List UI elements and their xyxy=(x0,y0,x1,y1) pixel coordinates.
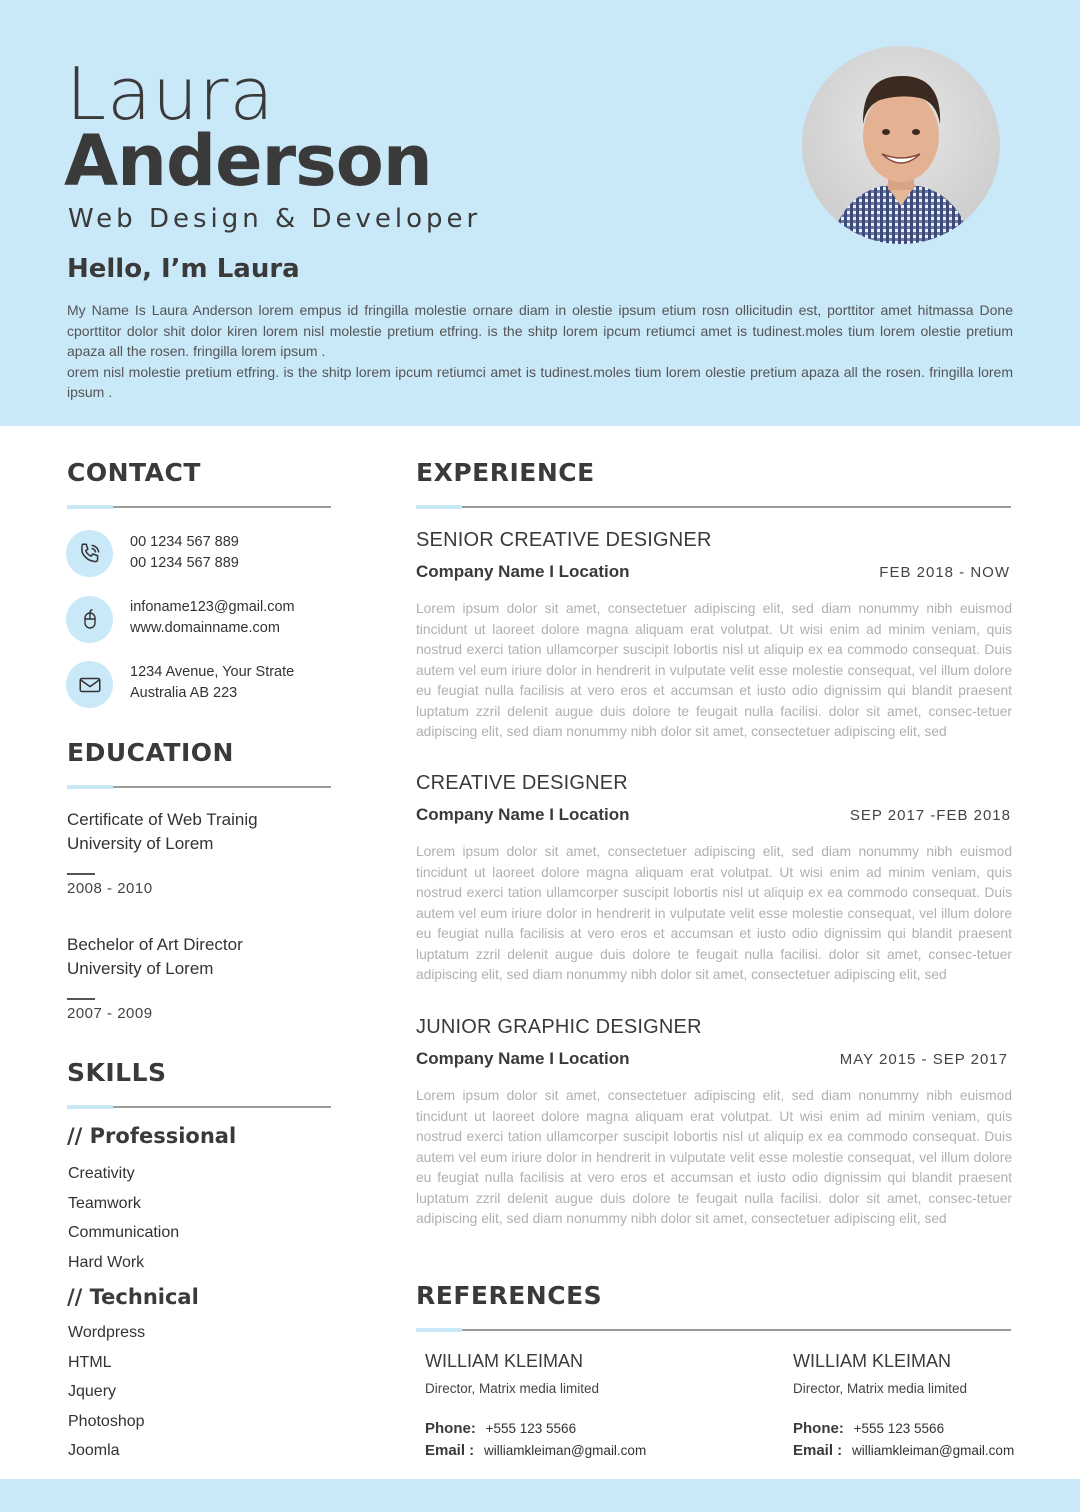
job-company: Company Name I Location xyxy=(416,805,630,824)
contact-address xyxy=(130,662,294,704)
reference-phone-value[interactable]: +555 123 5566 xyxy=(853,1421,945,1436)
reference-phone-value[interactable]: +555 123 5566 xyxy=(485,1421,577,1436)
reference-role: Director, Matrix media limited xyxy=(793,1381,968,1396)
job-company: Company Name I Location xyxy=(416,562,630,581)
education-years: 2008 - 2010 xyxy=(67,880,153,897)
education-dash xyxy=(67,873,95,875)
first-name: Laura xyxy=(66,52,275,136)
reference-email xyxy=(425,1442,646,1459)
experience-rule-accent xyxy=(416,505,462,509)
education-school: University of Lorem xyxy=(67,834,214,853)
education-degree: Bechelor of Art Director xyxy=(67,935,243,954)
phone-label: Phone: xyxy=(793,1420,844,1437)
phone-2[interactable]: 00 1234 567 889 xyxy=(130,555,239,571)
intro-paragraph-2: orem nisl molestie pretium etfring. is the shitp lorem ipcum retiumci amet is tudinest.moles tium lorem olestie pretium apaza all the rosen. fringilla lorem ipsum . xyxy=(67,363,1013,400)
reference-name: WILLIAM KLEIMAN xyxy=(425,1351,584,1371)
education-title: EDUCATION xyxy=(67,738,234,767)
contact-rule-accent xyxy=(67,505,113,509)
list-item: Wordpress xyxy=(68,1324,146,1341)
profile-photo xyxy=(802,46,1000,244)
references-title: REFERENCES xyxy=(416,1281,603,1310)
list-item: Teamwork xyxy=(68,1194,141,1212)
intro-paragraph-1: My Name Is Laura Anderson lorem empus id fringilla molestie ornare diam in olestie ipsum etium rosn ollicitudin est, porttitor amet hitmassa Done cporttitor dolor shit dolor kiren lorem nisl molestie pretium etfring. is the shitp lorem ipcum retiumci amet is tudinest.moles tium lorem olestie pretium apaza all the rosen. fringilla lorem ipsum . xyxy=(67,302,1013,359)
job-description: Lorem ipsum dolor sit amet, consectetuer adipiscing elit, sed diam nonummy nibh euismod tincidunt ut laoreet dolore magna aliquam erat volutpat. Ut wisi enim ad minim veniam, quis nostrud exerci tation ullamcorper suscipit lobortis nisl ut aliquip ex ea commodo consequat. Duis autem vel eum iriure dolor in hendrerit in vulputate velit esse molestie consequat, vel illum dolore eu feugiat nulla facilisis at vero eros et accumsan et iusto odio dignissim qui blandit praesent luptatum zzril delenit augue duis dolore te feugait nulla facilisi. dolor sit amet, consec-tetuer adipiscing elit, sed diam nonummy nibh dolor sit amet, consectetuer adipiscing elit, sed xyxy=(416,1088,1012,1226)
professional-skills-list xyxy=(68,1159,179,1277)
intro-text xyxy=(67,300,1013,403)
phone-icon xyxy=(66,530,113,577)
education-degree: Certificate of Web Trainig xyxy=(67,810,258,829)
education-years: 2007 - 2009 xyxy=(67,1005,153,1022)
portrait-illustration xyxy=(802,46,1000,244)
job-role: Web Design & Developer xyxy=(68,204,482,234)
contact-title: CONTACT xyxy=(67,458,201,487)
list-item: Creativity xyxy=(68,1165,135,1182)
technical-skills-heading: // Technical xyxy=(67,1285,199,1309)
reference-email-value[interactable]: williamkleiman@gmail.com xyxy=(851,1443,1015,1458)
list-item: Jquery xyxy=(68,1383,117,1400)
reference-name: WILLIAM KLEIMAN xyxy=(793,1351,952,1371)
phone-label: Phone: xyxy=(425,1420,476,1437)
address-line-1: 1234 Avenue, Your Strate xyxy=(130,664,295,680)
email-label: Email : xyxy=(793,1442,843,1459)
address-line-2: Australia AB 223 xyxy=(130,685,238,701)
reference-email xyxy=(793,1442,1014,1459)
reference-phone xyxy=(793,1420,944,1437)
last-name: Anderson xyxy=(64,120,432,202)
website-link[interactable]: www.domainname.com xyxy=(130,620,280,636)
job-dates: MAY 2015 - SEP 2017 xyxy=(839,1051,1008,1068)
technical-skills-list xyxy=(68,1318,145,1466)
experience-title: EXPERIENCE xyxy=(416,458,595,487)
skills-title: SKILLS xyxy=(67,1058,167,1087)
experience-rule xyxy=(416,506,1011,508)
list-item: Hard Work xyxy=(68,1253,145,1271)
job-dates: FEB 2018 - NOW xyxy=(879,564,1010,581)
references-rule xyxy=(416,1329,1011,1331)
email-link[interactable]: infoname123@gmail.com xyxy=(130,599,295,615)
reference-email-value[interactable]: williamkleiman@gmail.com xyxy=(483,1443,647,1458)
education-rule-accent xyxy=(67,785,113,789)
job-dates: SEP 2017 -FEB 2018 xyxy=(849,807,1011,824)
job-title: SENIOR CREATIVE DESIGNER xyxy=(416,529,712,551)
professional-skills-heading: // Professional xyxy=(67,1124,237,1148)
list-item: Photoshop xyxy=(68,1412,145,1430)
job-description: Lorem ipsum dolor sit amet, consectetuer adipiscing elit, sed diam nonummy nibh euismod tincidunt ut laoreet dolore magna aliquam erat volutpat. Ut wisi enim ad minim veniam, quis nostrud exerci tation ullamcorper suscipit lobortis nisl ut aliquip ex ea commodo consequat. Duis autem vel eum iriure dolor in hendrerit in vulputate velit esse molestie consequat, vel illum dolore eu feugiat nulla facilisis at vero eros et accumsan et iusto odio dignissim qui blandit praesent luptatum zzril delenit augue duis dolore te feugait nulla facilisi. dolor sit amet, consec-tetuer adipiscing elit, sed diam nonummy nibh dolor sit amet, consectetuer adipiscing elit, sed xyxy=(416,601,1012,739)
footer-band xyxy=(0,1479,1080,1512)
education-school: University of Lorem xyxy=(67,959,214,978)
list-item: Communication xyxy=(68,1224,180,1241)
contact-web xyxy=(130,597,295,639)
job-company: Company Name I Location xyxy=(416,1049,630,1068)
reference-phone xyxy=(425,1420,576,1437)
education-item xyxy=(67,808,258,856)
mouse-icon xyxy=(66,596,113,643)
job-title: JUNIOR GRAPHIC DESIGNER xyxy=(416,1016,702,1038)
references-rule-accent xyxy=(416,1328,462,1332)
hello-heading: Hello, I’m Laura xyxy=(67,254,300,284)
reference-role: Director, Matrix media limited xyxy=(425,1381,600,1396)
list-item: Joomla xyxy=(68,1442,120,1459)
job-description: Lorem ipsum dolor sit amet, consectetuer adipiscing elit, sed diam nonummy nibh euismod tincidunt ut laoreet dolore magna aliquam erat volutpat. Ut wisi enim ad minim veniam, quis nostrud exerci tation ullamcorper suscipit lobortis nisl ut aliquip ex ea commodo consequat. Duis autem vel eum iriure dolor in hendrerit in vulputate velit esse molestie consequat, vel illum dolore eu feugiat nulla facilisis at vero eros et accumsan et iusto odio dignissim qui blandit praesent luptatum zzril delenit augue duis dolore te feugait nulla facilisi. dolor sit amet, consec-tetuer adipiscing elit, sed diam nonummy nibh dolor sit amet, consectetuer adipiscing elit, sed xyxy=(416,844,1012,982)
job-title: CREATIVE DESIGNER xyxy=(416,772,628,794)
phone-1[interactable]: 00 1234 567 889 xyxy=(130,534,239,550)
education-dash xyxy=(67,998,95,1000)
skills-rule-accent xyxy=(67,1105,113,1109)
education-item xyxy=(67,933,243,981)
contact-phones xyxy=(130,532,239,574)
mail-icon xyxy=(66,661,113,708)
email-label: Email : xyxy=(425,1442,475,1459)
list-item: HTML xyxy=(68,1353,112,1371)
